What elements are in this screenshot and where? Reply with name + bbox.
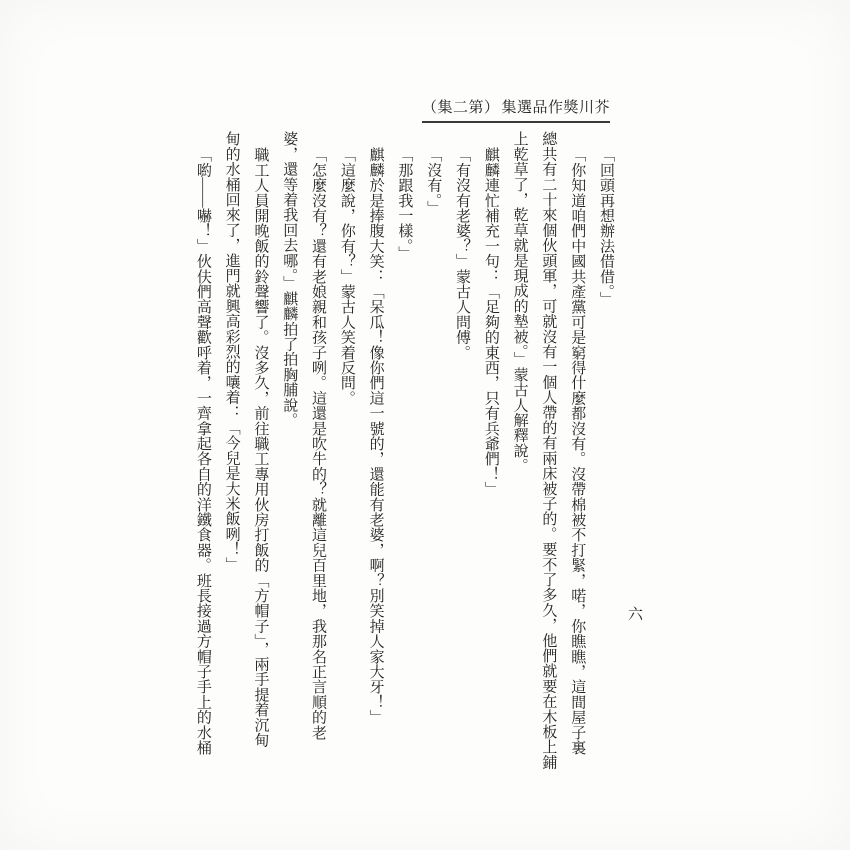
text-block (187, 131, 620, 770)
text-column: 職工人員開晚飯的鈴聲響了。沒多久，前往職工專用伙房打飯的「方帽子」，兩手提着沉甸 (252, 147, 269, 748)
text-column: 甸的水桶回來了，進門就興高彩烈的嚷着：「今兒是大米飯咧！」 (223, 131, 240, 572)
text-column: 總共有二十來個伙頭軍，可就沒有一個人帶的有兩床被子的。要不了多久，他們就要在木板上鋪 (540, 131, 557, 770)
text-column: 「你知道咱們中國共產黨可是窮得什麼都沒有。沒帶棉被不打緊，喏，你瞧瞧，這間屋子裏 (569, 147, 586, 755)
running-head (422, 96, 610, 123)
text-column: 「回頭再想辦法借借。」 (598, 147, 614, 307)
text-column: 麒麟連忙補充一句：「足夠的東西，只有兵爺們！」 (482, 147, 499, 497)
text-column: 「喲——嚇！」伙伕們高聲歡呼着，一齊拿起各自的洋鐵食器。班長接過方帽子手上的水桶 (194, 147, 211, 755)
page-number: 六 (628, 607, 644, 623)
running-head-title: 集選品作獎川芥 (501, 100, 610, 116)
text-column: 「那跟我一樣。」 (396, 147, 413, 262)
text-column: 「怎麼沒有？還有老娘親和孩子咧。這還是吹牛的？就離這兒百里地，我那名正言順的老 (310, 147, 327, 740)
text-column: 婆，還等着我回去哪。」麒麟拍了拍胸脯說。 (281, 131, 298, 428)
text-column: 麒麟於是捧腹大笑：「呆瓜！像你們這一號的，還能有老婆，啊？別笑掉人家大牙！」 (367, 147, 384, 725)
running-head-volume: （集二第） (422, 100, 500, 116)
text-column: 「這麼說，你有？」蒙古人笑着反問。 (338, 147, 355, 406)
text-column: 「沒有。」 (425, 147, 442, 216)
text-column: 上乾草了，乾草就是現成的墊被。」蒙古人解釋說。 (511, 131, 528, 474)
text-column: 「有沒有老婆？」蒙古人問傅。 (454, 147, 471, 360)
